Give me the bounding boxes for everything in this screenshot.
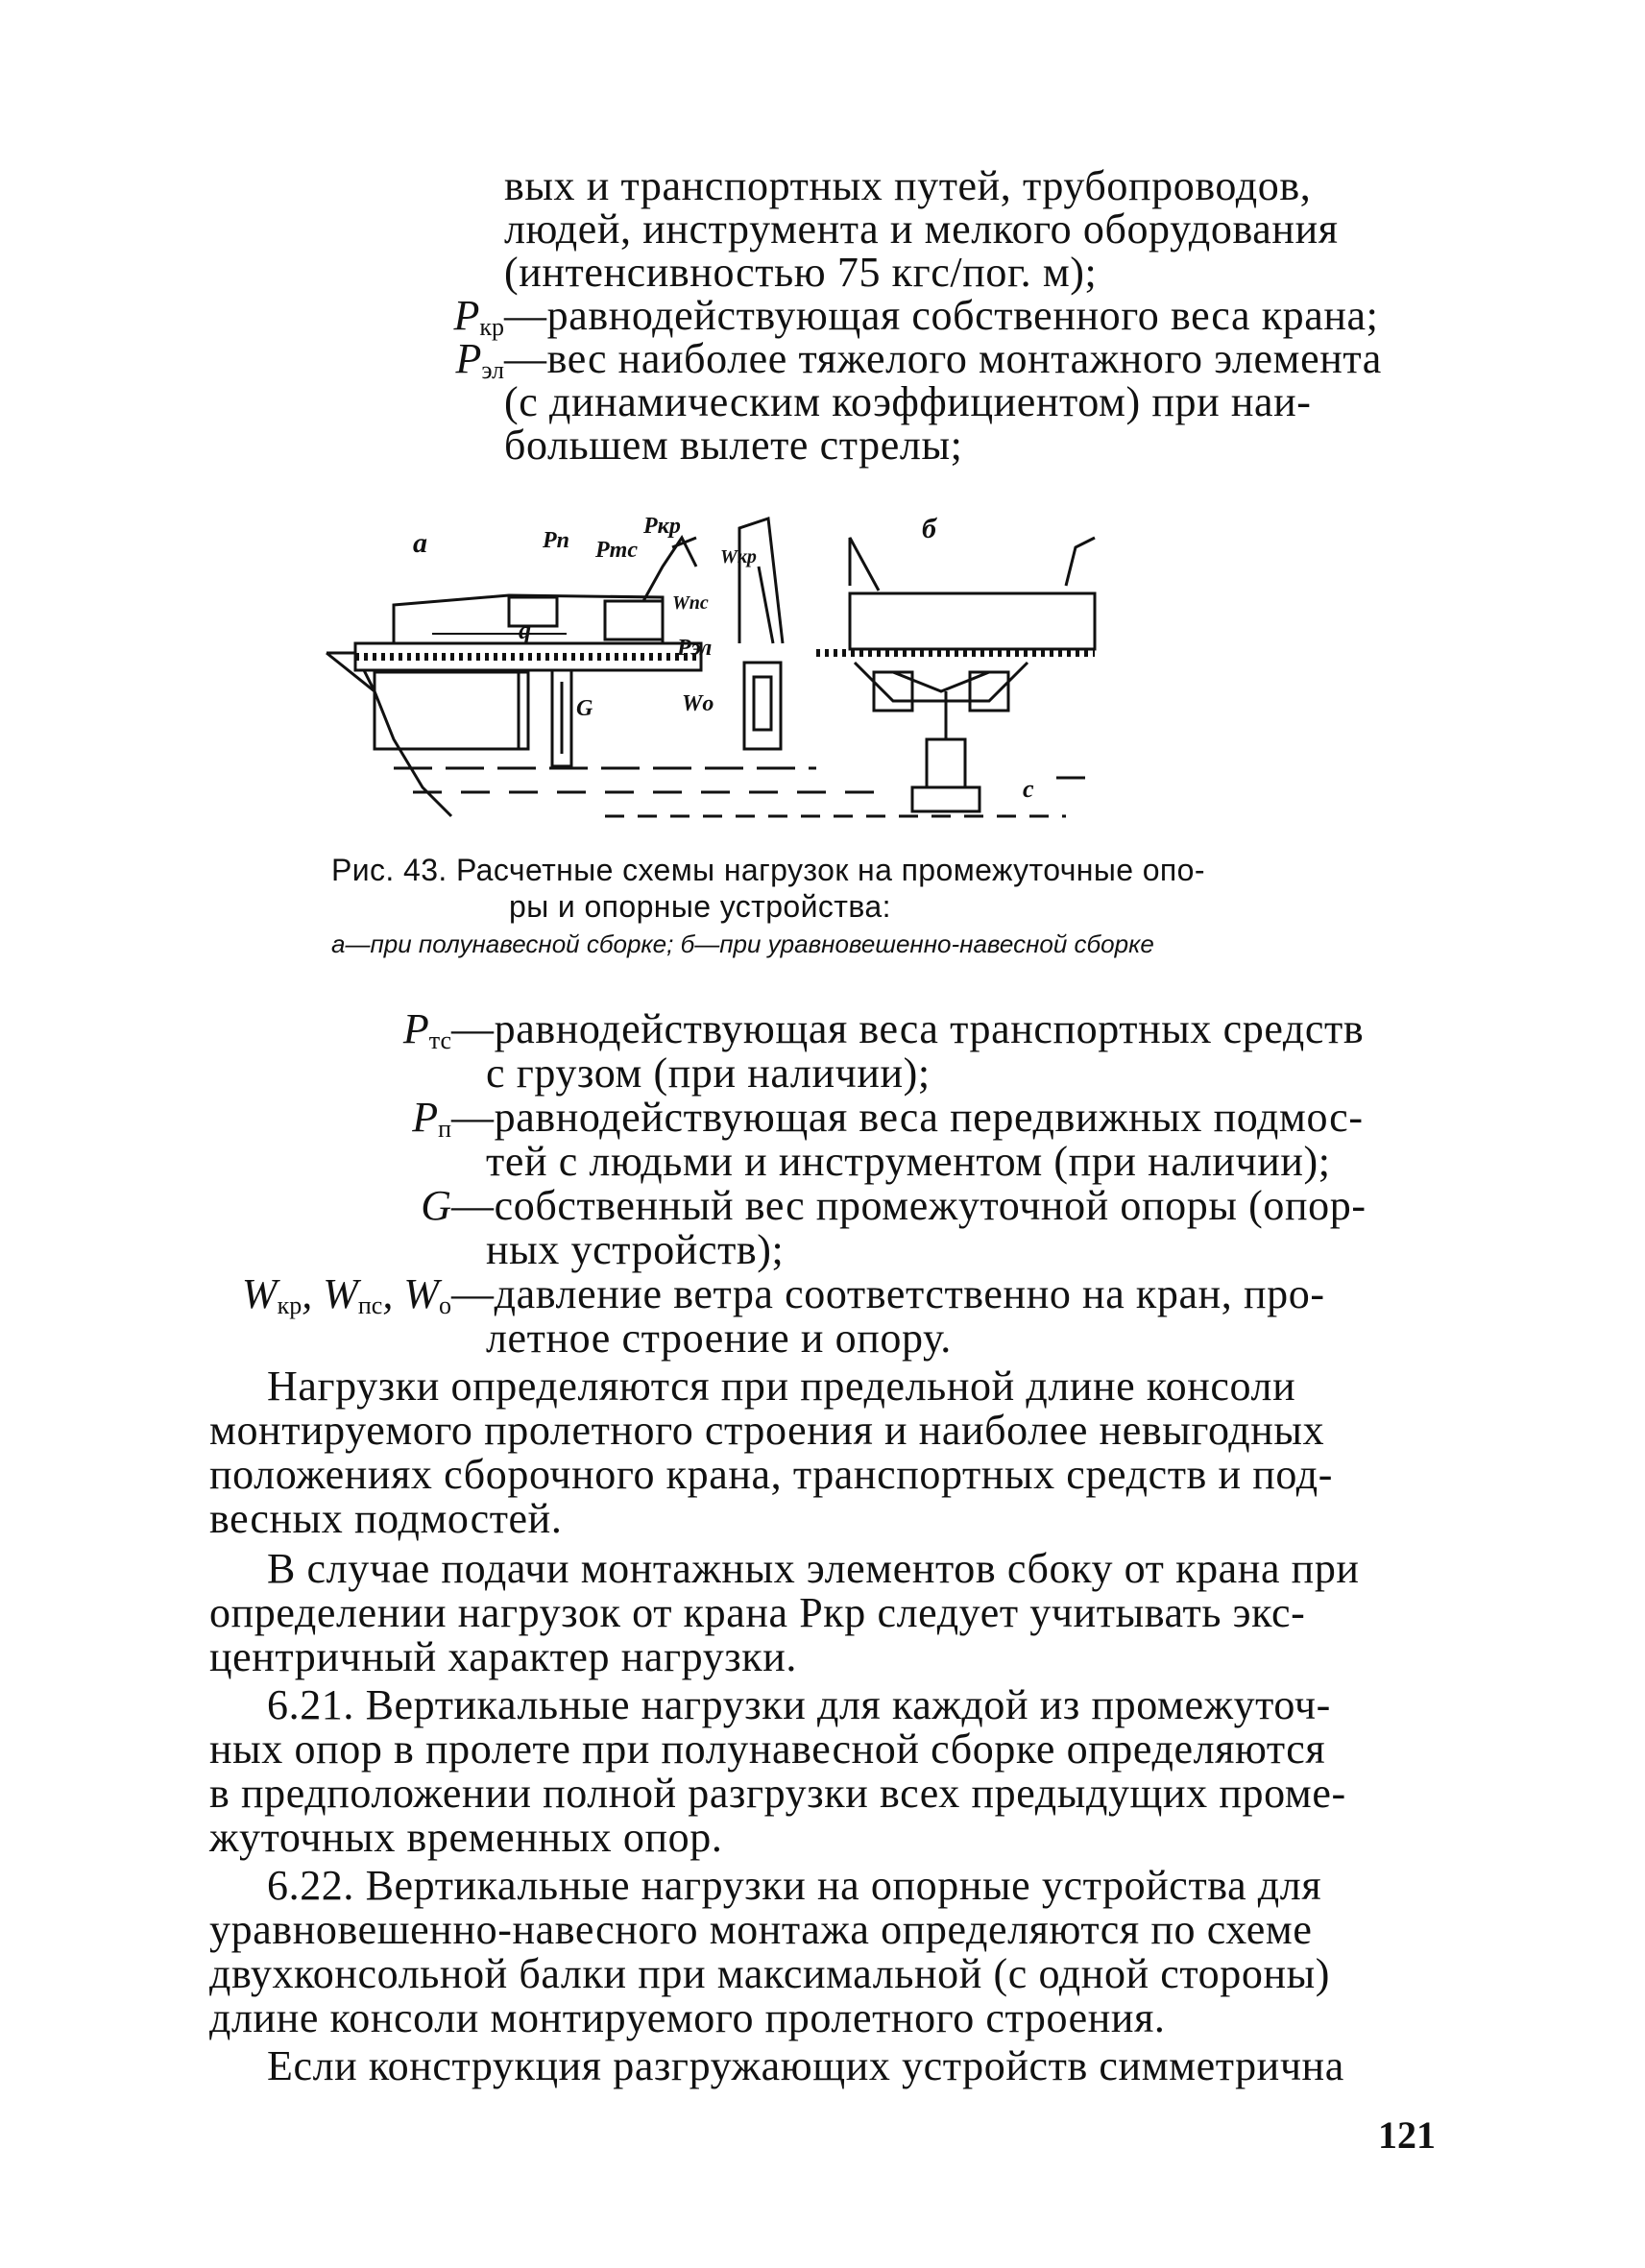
text-line: большем вылете стрелы; [504,422,963,469]
definition-w: —давление ветра соответственно на кран, про- [451,1270,1325,1317]
paragraph-line: положениях сборочного крана, транспортных средств и под- [209,1451,1333,1498]
label-g: G [576,696,593,721]
label-a: а [413,527,427,559]
label-c: c [1023,775,1034,803]
paragraph-line: 6.21. Вертикальные нагрузки для каждой из промежуточ- [267,1681,1331,1728]
label-b: б [922,513,936,544]
label-pel: Pэл [677,636,713,661]
pier-b [927,739,965,787]
label-ptc: Pтс [595,538,638,563]
page-number: 121 [1378,2113,1436,2157]
symbol-p-n: $P_п$ [412,1094,451,1143]
text-line: ных устройств); [486,1226,785,1273]
definition-p-tc: —равнодействующая веса транспортных средств [451,1005,1365,1052]
label-pn: Pп [543,528,570,553]
label-wps: Wпс [672,592,709,614]
symbol-p-kr: $P_{кр}$ [453,292,504,341]
symbol-g: G [421,1182,451,1229]
paragraph-line: двухконсольной балки при максимальной (с одной стороны) [209,1950,1331,1997]
definition-p-el: —вес наиболее тяжелого монтажного элемента [504,335,1382,382]
paragraph-line: уравновешенно-навесного монтажа определяются по схеме [209,1906,1313,1953]
symbol-p-tc: $P_{тс}$ [402,1005,451,1054]
text-line: людей, инструмента и мелкого оборудования [504,205,1339,253]
label-wkr: Wкр [720,546,757,567]
text-line: (с динамическим коэффициентом) при наи- [504,378,1312,425]
text-line: с грузом (при наличии); [486,1050,931,1097]
paragraph-line: определении нагрузок от крана Pкр следует учитывать экс- [209,1589,1306,1636]
text-line: вых и транспортных путей, трубопроводов, [504,162,1312,209]
definition-g: —собственный вес промежуточной опоры (опор- [451,1182,1367,1229]
paragraph-line: в предположении полной разгрузки всех предыдущих проме- [209,1770,1346,1817]
paragraph-line: жуточных временных опор. [209,1814,723,1861]
paragraph-line: длине консоли монтируемого пролетного строения. [209,1994,1166,2041]
figure-43-diagram [317,509,1335,826]
text-line: летное строение и опору. [486,1315,952,1362]
label-q: q [519,616,531,644]
definition-p-kr: —равнодействующая собственного веса крана; [504,292,1379,339]
paragraph-line: В случае подачи монтажных элементов сбоку от крана при [267,1545,1360,1592]
label-wo: Wо [682,691,714,716]
paragraph-line: Нагрузки определяются при предельной длине консоли [267,1363,1296,1410]
definition-p-n: —равнодействующая веса передвижных подмос- [451,1094,1364,1141]
paragraph-line: 6.22. Вертикальные нагрузки на опорные устройства для [267,1862,1322,1909]
paragraph-line: Если конструкция разгружающих устройств симметрична [267,2042,1344,2089]
paragraph-line: монтируемого пролетного строения и наиболее невыгодных [209,1407,1325,1454]
symbol-w: $W_{кр}$, $W_{пс}$, $W_о$ [241,1270,451,1319]
text-line: тей с людьми и инструментом (при наличии); [486,1138,1331,1185]
figure-caption: Рис. 43. Расчетные схемы нагрузок на промежуточные опо- [331,853,1205,887]
paragraph-line: весных подмостей. [209,1495,563,1542]
paragraph-line: центричный характер нагрузки. [209,1633,798,1680]
symbol-p-el: $P_{эл}$ [455,335,504,384]
deck-b [850,593,1095,649]
figure-caption-legend: а—при полунавесной сборке; б—при уравновешенно-навесной сборке [331,929,1154,958]
label-pkr: Pкр [643,514,681,539]
figure-caption: ры и опорные устройства: [509,889,891,924]
paragraph-line: ных опор в пролете при полунавесной сборке определяются [209,1725,1326,1773]
text-line: (интенсивностью 75 кгс/пог. м); [504,249,1098,296]
